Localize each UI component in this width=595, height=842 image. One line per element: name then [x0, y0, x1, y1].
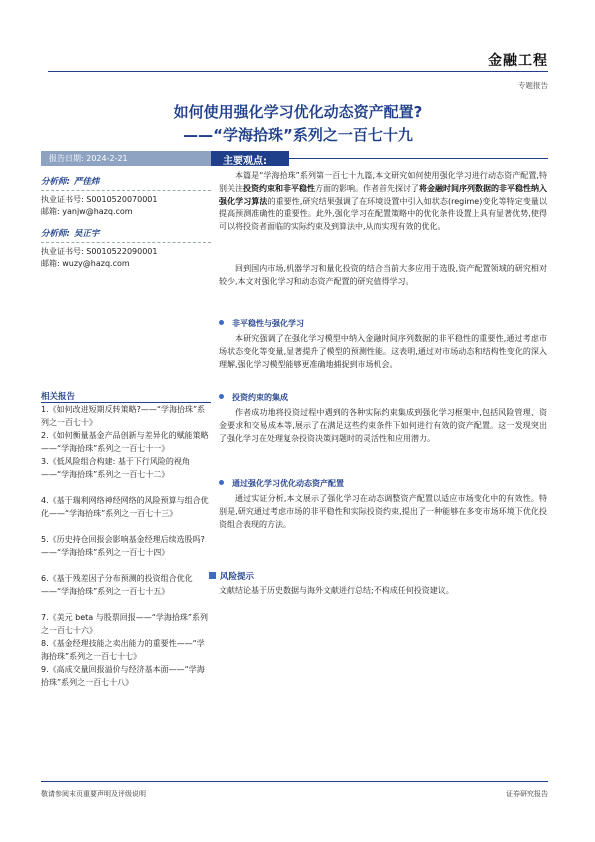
- section-heading: [219, 318, 304, 329]
- analyst-2: [41, 228, 211, 270]
- bullet-icon: [219, 320, 224, 325]
- analyst-2-name: 吴正宇: [73, 229, 100, 239]
- related-report-item[interactable]: 4.《基于瑞利网络神经网络的风险预算与组合优化——“学海拾珠”系列之一百七十三》: [41, 496, 209, 518]
- section-heading: [219, 478, 344, 489]
- related-report-item[interactable]: 8.《基金经理技能之卖出能力的重要性——“学海拾珠”系列之一百七十七》: [41, 639, 205, 661]
- section-text: 通过实证分析,本文展示了强化学习在动态调整资产配置以适应市场变化中的有效性。特别是,研究通过考虑市场的非平稳性和实际投资约束,提出了一种能够在多变市场环境下优化投资组合表现的方法。: [219, 494, 547, 529]
- section-title: 投资约束的集成: [232, 393, 288, 402]
- key-points-line: [289, 158, 548, 159]
- related-reports-divider: [41, 402, 211, 403]
- related-report-item[interactable]: 7.《美元 beta 与股票回报——“学海拾珠”系列之一百七十六》: [41, 613, 209, 635]
- analyst-2-cert: 执业证书号: S0010522090001: [41, 247, 158, 256]
- intro-text: 本篇是“学海拾珠”系列第一百七十九篇,本文研究如何使用强化学习进行动态资产配置,特别关注: [219, 171, 547, 193]
- report-date: 报告日期: 2024-2-21: [49, 154, 128, 163]
- header-divider: [48, 71, 548, 72]
- section-heading: [219, 392, 288, 403]
- key-points-header: [211, 151, 548, 166]
- footer-disclaimer[interactable]: 敬请参阅末页重要声明及评级说明: [41, 790, 146, 798]
- intro-text: 方面的影响。作者首先探讨了: [315, 183, 419, 193]
- analyst-2-label: 分析师:: [41, 229, 70, 239]
- risk-heading: [209, 570, 254, 582]
- section-text: 作者成功地将投资过程中遇到的各种实际约束集成到强化学习框架中,包括风险管理、资金要求和交易成本等,展示了在满足这些约束条件下如何进行有效的资产配置。这一发现突出了强化学习在处理复杂投资决策问题时的灵活性和应用潜力。: [219, 408, 547, 443]
- highlight-text: 将金融时间序列数据的非平稳性纳入强化学习算法: [219, 183, 547, 206]
- analyst-1-cert: 执业证书号: S0010520070001: [41, 195, 158, 204]
- report-subtitle: ——“学海拾珠”系列之一百七十九: [183, 126, 413, 144]
- related-report-item[interactable]: 6.《基于残差因子分布预测的投资组合优化——“学海拾珠”系列之一百七十五》: [41, 574, 193, 596]
- report-type: 专题报告: [518, 81, 548, 90]
- report-title: 如何使用强化学习优化动态资产配置?: [173, 103, 423, 121]
- analyst-1-name: 严佳炜: [73, 177, 100, 187]
- highlight-text: 投资约束和非平稳性: [243, 183, 315, 193]
- square-bullet-icon: [209, 572, 216, 579]
- footer-label: 证券研究报告: [506, 790, 548, 798]
- bullet-icon: [219, 394, 224, 399]
- section-title: 通过强化学习优化动态资产配置: [232, 479, 344, 488]
- key-points-label: 主要观点:: [223, 156, 267, 167]
- related-report-item[interactable]: 1.《如何改进短期反转策略?——“学海拾珠”系列之一百七十》: [41, 405, 206, 427]
- section-text: 本研究强调了在强化学习模型中纳入金融时间序列数据的非平稳性的重要性,通过考虑市场状态变化等变量,显著提升了模型的预测性能。这表明,通过对市场动态和结构性变化的深入理解,强化学习模型能够更准确地捕捉到市场机会。: [219, 334, 547, 369]
- report-date-bar: [41, 151, 211, 166]
- intro-paragraph-2: 回到国内市场,机器学习和量化投资的结合当前大多应用于选股,资产配置领域的研究相对较少,本文对强化学习和动态资产配置的研究值得学习。: [219, 264, 547, 286]
- intro-text: 的重要性,研究结果强调了在环境设置中引入如状态(regime)变化等特定变量以提高预测准确性的重要性。此外,强化学习在配置策略中的优化条件设置上具有显著优势,使得可以将投资者面临的实际约束及到算法中,从而实现有效的优化。: [219, 196, 547, 232]
- related-report-item[interactable]: 3.《低风险组合构建: 基于下行风险的视角——“学海拾珠”系列之一百七十二》: [41, 457, 190, 479]
- section-title: 非平稳性与强化学习: [232, 319, 304, 328]
- risk-text: 文献结论基于历史数据与海外文献进行总结;不构成任何投资建议。: [219, 586, 454, 595]
- key-points-tag: [211, 151, 289, 166]
- analyst-1: [41, 176, 211, 218]
- intro-paragraph-1: [219, 170, 547, 234]
- analyst-1-label: 分析师:: [41, 177, 70, 187]
- related-report-item[interactable]: 5.《历史持仓回报会影响基金经理后续选股吗?——“学海拾珠”系列之一百七十四》: [41, 535, 205, 557]
- brand-title: 金融工程: [488, 53, 548, 69]
- risk-title: 风险提示: [220, 572, 255, 582]
- footer-divider: [41, 781, 548, 782]
- analyst-2-email[interactable]: 邮箱: wuzy@hazq.com: [41, 259, 130, 268]
- divider: [41, 242, 211, 243]
- related-report-item[interactable]: 9.《高成交量回报溢价与经济基本面——“学海拾珠”系列之一百七十八》: [41, 665, 205, 687]
- divider: [41, 190, 211, 191]
- related-report-item[interactable]: 2.《如何衡量基金产品创新与差异化的赋能策略——“学海拾珠”系列之一百七十一》: [41, 431, 209, 453]
- related-reports-title: 相关报告: [41, 392, 76, 402]
- analyst-1-email[interactable]: 邮箱: yanjw@hazq.com: [41, 207, 133, 216]
- bullet-icon: [219, 480, 224, 485]
